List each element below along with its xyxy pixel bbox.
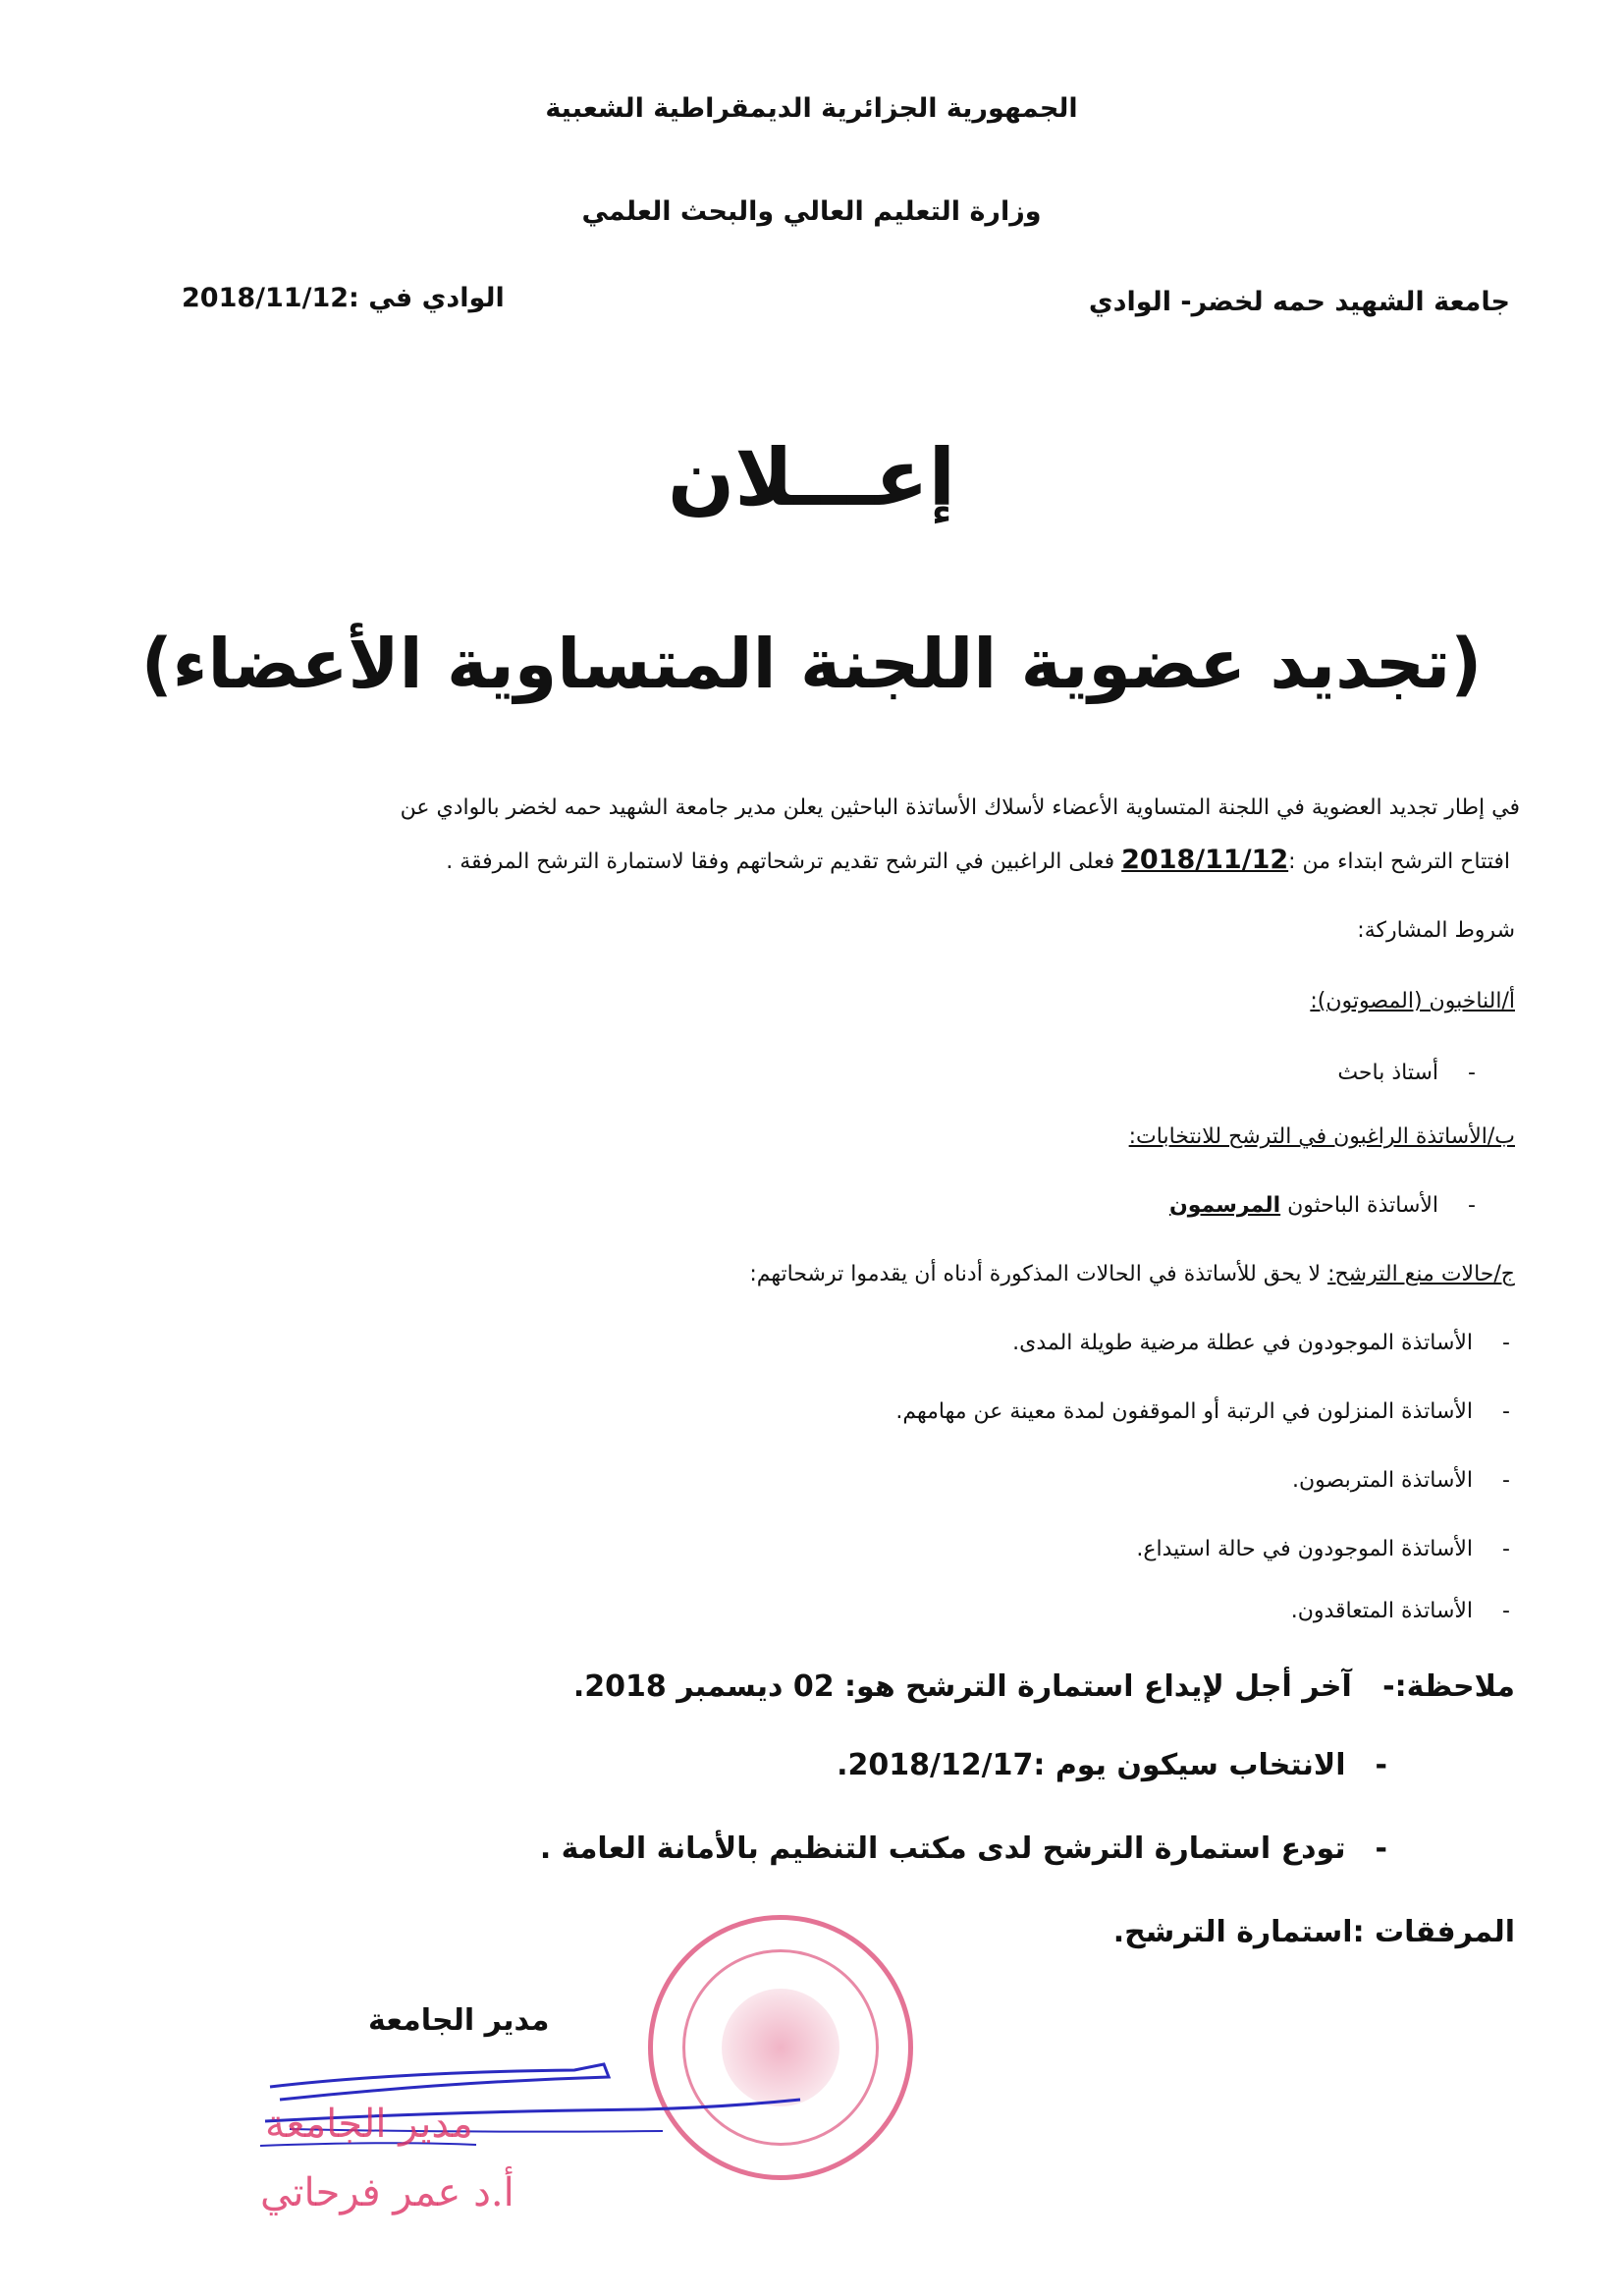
exclusion-item-text: الأساتذة المنزلون في الرتبة أو الموقفون لمدة معينة عن مهامهم.	[895, 1399, 1474, 1424]
exclusion-item	[1292, 1468, 1510, 1494]
note-deadline: آخر أجل لإيداع استمارة الترشح هو: 02 ديسمبر 2018.	[572, 1669, 1352, 1704]
note-line-2	[837, 1748, 1387, 1782]
conditions-heading: شروط المشاركة:	[1357, 918, 1515, 943]
note-submission-office: تودع استمارة الترشح لدى مكتب التنظيم بالأمانة العامة .	[539, 1831, 1346, 1866]
candidates-item-underlined: المرسمون	[1168, 1193, 1281, 1218]
candidates-item-text: الأساتذة الباحثون	[1280, 1193, 1439, 1218]
exclusion-item-text: الأساتذة الموجودون في حالة استيداع.	[1136, 1537, 1474, 1561]
note-line-1	[573, 1669, 1515, 1704]
list-dash: -	[1502, 1331, 1510, 1355]
list-dash: -	[1502, 1537, 1510, 1561]
note-label: ملاحظة:-	[1382, 1669, 1515, 1704]
list-dash: -	[1468, 1061, 1476, 1085]
list-dash: -	[1502, 1599, 1510, 1623]
announcement-title: إعـــلان	[667, 432, 956, 523]
list-dash: -	[1502, 1399, 1510, 1424]
exclusion-item-text: الأساتذة الموجودون في عطلة مرضية طويلة المدى.	[1012, 1331, 1474, 1355]
voters-heading: أ/الناخبون (المصوتون):	[1310, 989, 1515, 1013]
exclusion-item	[1136, 1537, 1510, 1562]
intro-line-2	[446, 845, 1510, 876]
list-dash: -	[1375, 1831, 1387, 1866]
announcement-subtitle: (تجديد عضوية اللجنة المتساوية الأعضاء)	[140, 624, 1483, 704]
exclusion-item	[895, 1399, 1510, 1425]
intro-text-before-date: افتتاح الترشح ابتداء من :	[1288, 849, 1510, 874]
opening-date: 2018/11/12	[1121, 845, 1289, 875]
stamp-name-text: أ.د عمر فرحاتي	[260, 2170, 514, 2215]
list-dash: -	[1502, 1468, 1510, 1493]
note-election-date: الانتخاب سيكون يوم :2018/12/17.	[837, 1748, 1346, 1782]
exclusion-line	[749, 1262, 1515, 1287]
exclusion-item-text: الأساتذة المتعاقدون.	[1290, 1599, 1474, 1623]
list-dash: -	[1468, 1193, 1476, 1218]
stamp-title-text: مدير الجامعة	[265, 2102, 473, 2147]
voters-item-text: أستاذ باحث	[1337, 1061, 1439, 1085]
exclusion-item	[1012, 1331, 1510, 1356]
university-name: جامعة الشهيد حمه لخضر- الوادي	[1088, 287, 1510, 317]
exclusion-heading: ج/حالات منع الترشح:	[1327, 1262, 1515, 1286]
list-dash: -	[1375, 1748, 1387, 1782]
intro-text-after-date: فعلى الراغبين في الترشح تقديم ترشحاتهم وفقا لاستمارة الترشح المرفقة .	[446, 849, 1122, 874]
exclusion-item-text: الأساتذة المتربصون.	[1292, 1468, 1474, 1493]
candidates-item	[1169, 1193, 1476, 1219]
intro-line-1: في إطار تجديد العضوية في اللجنة المتساوية الأعضاء لأسلاك الأساتذة الباحثين يعلن مدير جامعة الشهيد حمه لخضر بالوادي عن	[400, 795, 1520, 820]
exclusion-item	[1291, 1599, 1510, 1624]
signature-title: مدير الجامعة	[368, 2003, 550, 2038]
date-line: الوادي في :2018/11/12	[182, 283, 505, 313]
republic-header: الجمهورية الجزائرية الديمقراطية الشعبية	[545, 93, 1078, 124]
candidates-heading: ب/الأساتذة الراغبون في الترشح للانتخابات:	[1128, 1124, 1515, 1149]
voters-item	[1337, 1061, 1476, 1086]
note-line-3	[540, 1831, 1387, 1866]
ministry-header: وزارة التعليم العالي والبحث العلمي	[581, 196, 1042, 227]
exclusion-text: لا يحق للأساتذة في الحالات المذكورة أدناه أن يقدموا ترشحاتهم:	[749, 1262, 1328, 1286]
attachments-line: المرفقات :استمارة الترشح.	[1112, 1915, 1515, 1949]
